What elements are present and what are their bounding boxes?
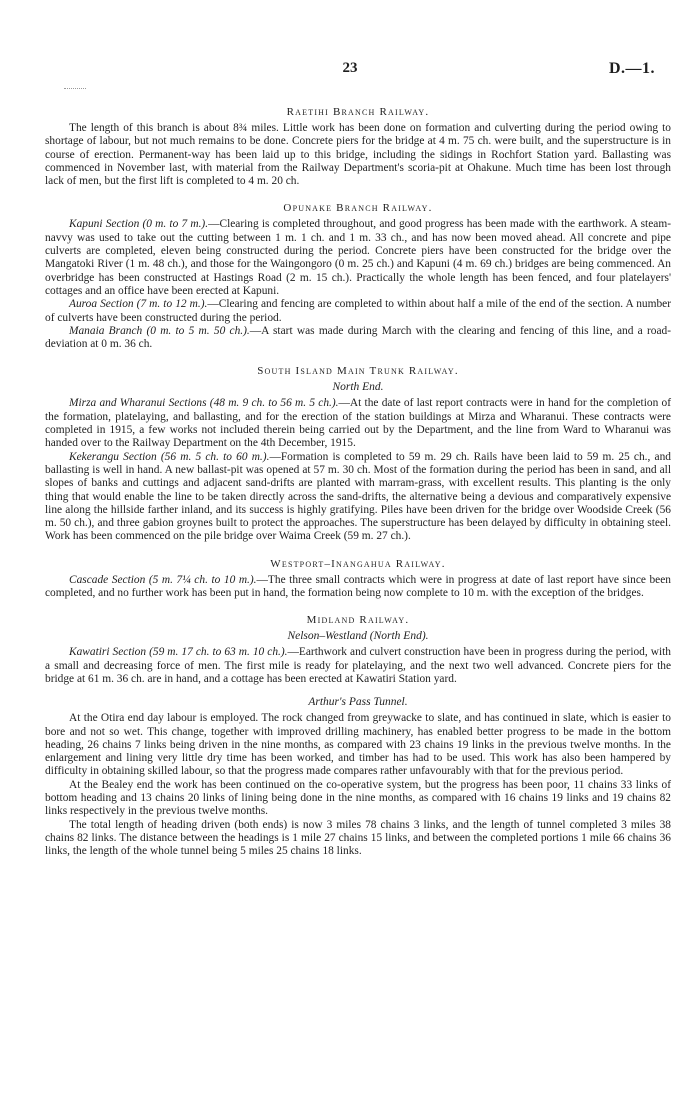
paragraph-text: —Earthwork and culvert construction have been in progress during the period, with a small and decreasing force of men. The first mile is ready for platelaying, and the next two well advanced. Concrete piers for the bridge at 61 m. 36 ch. are in hand, and a cottage has been erected at Kawatiri Station yard. bbox=[45, 646, 672, 685]
paragraph bbox=[45, 574, 671, 601]
document-body bbox=[45, 100, 671, 866]
section bbox=[45, 202, 671, 351]
section-subheading: Arthur's Pass Tunnel. bbox=[308, 696, 408, 709]
section bbox=[45, 558, 671, 601]
paragraph-text: —Clearing is completed throughout, and good progress has been made with the earthwork. A steam-navvy was used to take out the cutting between 1 m. 1 ch. and 1 m. 33 ch., and has now been moved ahead. All concrete and pipe culverts are completed, eleven being constructed during the period. Concrete piers have been constructed for the bridge over the Mangatoki River (1 m. 48 ch.), and those for the Waingongoro (0 m. 25 ch.) and Kapuni (4 m. 69 ch.) bridges are being commenced. An overbridge has been constructed at Hastings Road (2 m. 15 ch.). Practically the whole length has been fenced, and four platelayers' cottages and an office have been erected at Kapuni. bbox=[45, 218, 671, 297]
section-subheading: Nelson–Westland (North End). bbox=[287, 630, 429, 643]
section-heading: Opunake Branch Railway. bbox=[283, 202, 433, 215]
paragraph bbox=[45, 325, 671, 352]
page-header bbox=[0, 60, 700, 84]
decorative-rule bbox=[64, 88, 86, 89]
paragraph bbox=[45, 397, 671, 450]
section-heading: South Island Main Trunk Railway. bbox=[257, 365, 459, 378]
paragraph bbox=[45, 779, 671, 819]
section bbox=[45, 106, 671, 188]
document-reference: D.—1. bbox=[608, 60, 655, 77]
page-number: 23 bbox=[342, 60, 358, 76]
paragraph-lead: Mirza and Wharanui Sections (48 m. 9 ch. to 56 m. 5 ch.). bbox=[69, 397, 339, 410]
section bbox=[45, 365, 671, 543]
paragraph bbox=[45, 218, 671, 298]
section bbox=[45, 696, 671, 858]
paragraph-text: —At the date of last report contracts were in hand for the completion of the formation, platelaying, and ballasting, and for the erection of the station buildings at Mirza and Wharanui. These contracts were completed in 1915, a few works not included therein being carried out by the Department, and the line from Ward to Wharanui was handed over to the Railway Department on the 4th December, 1915. bbox=[45, 397, 671, 450]
paragraph-lead: Auroa Section (7 m. to 12 m.). bbox=[69, 298, 208, 311]
paragraph bbox=[45, 298, 671, 325]
paragraph bbox=[45, 819, 671, 859]
section-heading: Westport–Inangahua Railway. bbox=[270, 557, 446, 570]
paragraph-text: The total length of heading driven (both ends) is now 3 miles 78 chains 3 links, and the length of tunnel completed 3 miles 38 chains 82 links. The distance between the headings is 1 mile 27 chains 15 links, and between the completed portions 1 mile 66 chains 36 links, the length of the whole tunnel being 5 miles 25 chains 18 links. bbox=[45, 818, 671, 858]
paragraph bbox=[45, 712, 671, 778]
section bbox=[45, 614, 671, 686]
paragraph-text: At the Bealey end the work has been continued on the co-operative system, but the progress has been poor, 11 chains 33 links of bottom heading and 13 chains 20 links of lining being done in the nine months, as compared with 16 chains 19 links and 19 chains 82 links respectively in the previous twelve months. bbox=[45, 778, 671, 818]
paragraph bbox=[45, 646, 671, 686]
paragraph-text: The length of this branch is about 8¾ miles. Little work has been done on formation and culverting during the period owing to shortage of labour, but not much remains to be done. Concrete piers for the bridge at 4 m. 75 ch. were built, and the superstructure is in course of erection. Permanent-way has been laid up to this bridge, including the sidings in Rochfort Station yard. Ballasting was commenced in November last, with material from the Railway Department's scoria-pit at Ohakune. Much time has been lost through lack of men, but the first lift is completed to 4 m. 20 ch. bbox=[45, 122, 671, 188]
paragraph-text: —The three small contracts which were in progress at date of last report have since been completed, and no further work has been put in hand, the formation being now complete to 10 m. with the exception of the bridges. bbox=[45, 573, 671, 600]
paragraph-text: —Clearing and fencing are completed to within about half a mile of the end of the section. A number of culverts have been constructed during the period. bbox=[45, 298, 671, 324]
paragraph-text: —A start was made during March with the clearing and fencing of this line, and a road-deviation at 0 m. 36 ch. bbox=[45, 324, 671, 351]
paragraph bbox=[45, 451, 671, 544]
paragraph bbox=[45, 122, 671, 188]
paragraph-text: At the Otira end day labour is employed. The rock changed from greywacke to slate, and has continued in slate, which is easier to bore and not so wet. This change, together with improved drilling machinery, has enabled better progress to be made in the bottom heading, 26 chains 7 links being driven in the nine months, as compared with 23 chains 19 links in the previous twelve months. In the enlargement and lining very little dry time has been worked, and timber has had to be used. This work has also been hampered by difficulty in obtaining skilled labour, so that the progress made compares rather unfavourably with that for the previous period. bbox=[45, 712, 671, 778]
section-heading: Midland Railway. bbox=[306, 614, 410, 627]
paragraph-text: —Formation is completed to 59 m. 29 ch. Rails have been laid to 59 m. 25 ch., and ballasting is well in hand. A new ballast-pit was opened at 57 m. 30 ch. Most of the formation during the period has been in sand, and all slopes of banks and cuttings and adjacent sand-drifts are planted with marram-grass, with excellent results. This planting is the only thing that would enable the line to be taken directly across the sand-drifts, the alternative being a devious and comparatively expensive line along the hillside farther inland, and its success is highly gratifying. Piles have been driven for the bridge over Woodside Creek (56 m. 50 ch.), and three gabion groynes built to protect the approaches. The superstructure has been delayed by difficulty in obtaining steel. Work has been commenced on the pile bridge over Waima Creek (59 m. 27 ch.). bbox=[45, 450, 671, 543]
paragraph-lead: Manaia Branch (0 m. to 5 m. 50 ch.). bbox=[69, 324, 250, 337]
section-subheading: North End. bbox=[332, 381, 384, 394]
section-heading: Raetihi Branch Railway. bbox=[286, 106, 430, 118]
paragraph-lead: Cascade Section (5 m. 7¼ ch. to 10 m.). bbox=[69, 573, 257, 586]
paragraph-lead: Kapuni Section (0 m. to 7 m.). bbox=[69, 218, 209, 231]
paragraph-lead: Kekerangu Section (56 m. 5 ch. to 60 m.). bbox=[69, 450, 270, 463]
paragraph-lead: Kawatiri Section (59 m. 17 ch. to 63 m. 10 ch.). bbox=[69, 646, 288, 659]
